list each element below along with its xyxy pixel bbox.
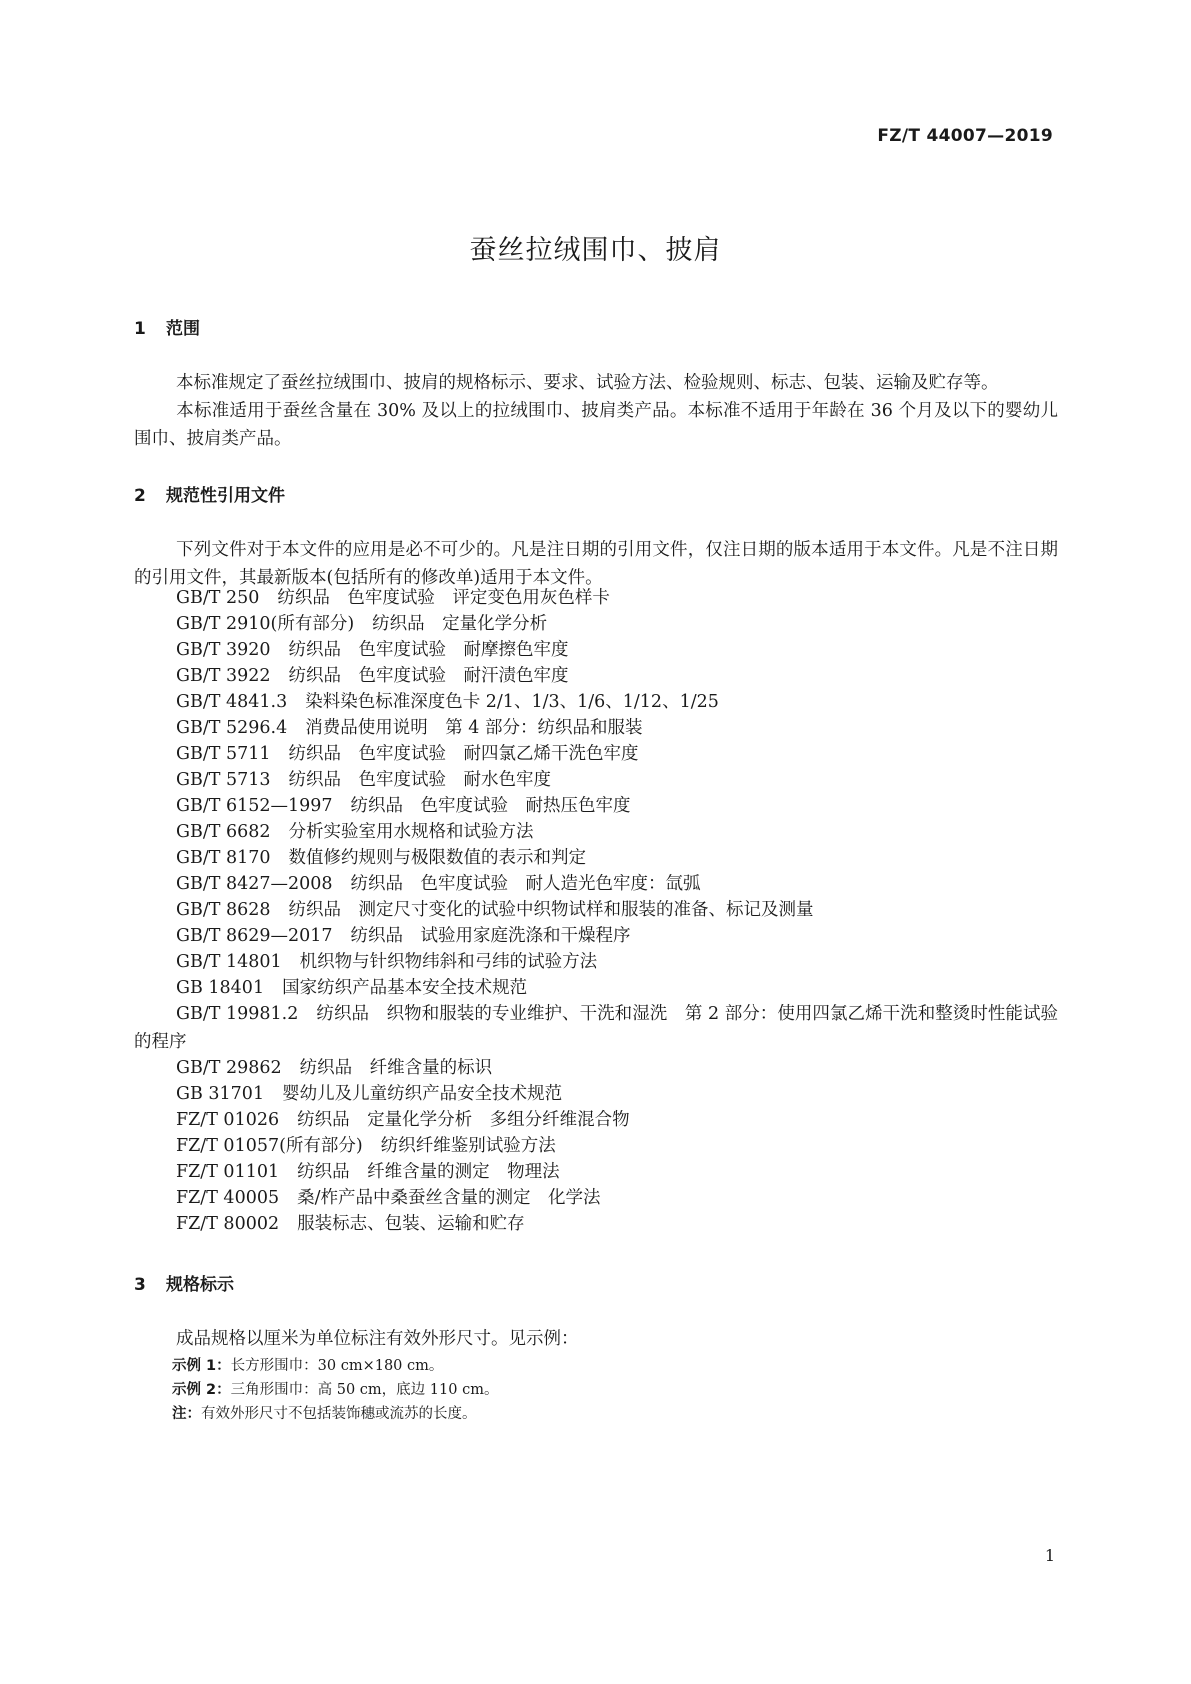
reference-item [176,870,701,898]
reference-title: 纺织品 色牢度试验 耐摩擦色牢度 [288,640,569,660]
reference-title: 纺织品 定量化学分析 多组分纤维混合物 [297,1110,630,1130]
section-3-title: 规格标示 [166,1275,234,1295]
reference-item [176,766,551,794]
reference-title: 纺织品 试验用家庭洗涤和干燥程序 [350,926,631,946]
section-3-heading [134,1270,234,1295]
section-1-number: 1 [134,319,146,339]
reference-item [176,818,534,846]
reference-code: FZ/T 40005 [176,1188,280,1208]
note-label: 注： [172,1406,201,1422]
note [172,1402,477,1426]
reference-title: 纺织品 色牢度试验 耐汗渍色牢度 [288,666,569,686]
reference-code: GB/T 5296.4 [176,718,288,738]
reference-code: FZ/T 01101 [176,1162,280,1182]
reference-title: 纺织品 定量化学分析 [372,614,548,634]
section-1-title: 范围 [166,319,200,339]
reference-title: 服装标志、包装、运输和贮存 [297,1214,525,1234]
reference-code: GB/T 19981.2 [176,1004,299,1024]
reference-title: 纺织品 测定尺寸变化的试验中织物试样和服装的准备、标记及测量 [288,900,814,920]
section-3-number: 3 [134,1275,146,1295]
reference-title: 消费品使用说明 第 4 部分：纺织品和服装 [305,718,643,738]
note-text: 有效外形尺寸不包括装饰穗或流苏的长度。 [201,1406,477,1422]
reference-item [176,948,597,976]
reference-code: GB/T 14801 [176,952,282,972]
section-1-paragraph-1-text: 本标准规定了蚕丝拉绒围巾、披肩的规格标示、要求、试验方法、检验规则、标志、包装、运输及贮存等。 [176,373,999,393]
reference-code: GB/T 8170 [176,848,271,868]
section-1-paragraph-2-text: 本标准适用于蚕丝含量在 30% 及以上的拉绒围巾、披肩类产品。本标准不适用于年龄在 36 个月及以下的婴幼儿围巾、披肩类产品。 [134,401,1058,449]
reference-title: 纺织品 色牢度试验 评定变色用灰色样卡 [277,588,610,608]
example-2 [172,1378,498,1402]
reference-item [176,896,814,924]
reference-item [176,740,639,768]
section-3-paragraph-1 [134,1325,1058,1353]
example-label: 示例 2： [172,1382,231,1398]
reference-code: FZ/T 80002 [176,1214,280,1234]
reference-code: FZ/T 01026 [176,1110,280,1130]
reference-item [176,610,547,638]
section-2-title: 规范性引用文件 [166,486,285,506]
reference-code: GB/T 3920 [176,640,271,660]
reference-title: 纺织品 纤维含量的测定 物理法 [297,1162,560,1182]
reference-title: 数值修约规则与极限数值的表示和判定 [288,848,587,868]
reference-title: 纺织品 纤维含量的标识 [299,1058,493,1078]
section-1-paragraph-2 [134,397,1058,453]
reference-code: GB 18401 [176,978,265,998]
reference-title: 纺织品 色牢度试验 耐水色牢度 [288,770,552,790]
reference-code: GB/T 6682 [176,822,271,842]
section-2-heading [134,481,285,506]
reference-item [176,636,569,664]
reference-code: GB/T 5711 [176,744,271,764]
reference-item [176,584,610,612]
reference-title: 纺织品 织物和服装的专业维护、干洗和湿洗 第 2 部分：使用四氯乙烯干洗和整烫时性能试验的程序 [134,1004,1058,1052]
reference-title: 婴幼儿及儿童纺织产品安全技术规范 [282,1084,563,1104]
reference-item [176,1132,556,1160]
reference-item [176,1158,560,1186]
reference-item [176,1080,562,1108]
reference-title: 纺织品 色牢度试验 耐热压色牢度 [350,796,631,816]
section-2-number: 2 [134,486,146,506]
reference-item [176,714,642,742]
example-text: 三角形围巾：高 50 cm，底边 110 cm。 [230,1382,499,1398]
document-title: 蚕丝拉绒围巾、披肩 [469,235,722,266]
reference-code: GB/T 5713 [176,770,271,790]
section-1-paragraph-1 [134,369,1058,397]
reference-item [176,662,569,690]
reference-title: 纺织品 色牢度试验 耐四氯乙烯干洗色牢度 [288,744,639,764]
reference-item [176,974,527,1002]
reference-code: GB 31701 [176,1084,265,1104]
reference-title: 桑/柞产品中桑蚕丝含量的测定 化学法 [297,1188,601,1208]
section-2-intro-text: 下列文件对于本文件的应用是必不可少的。凡是注日期的引用文件，仅注日期的版本适用于本文件。凡是不注日期的引用文件，其最新版本(包括所有的修改单)适用于本文件。 [134,540,1058,588]
reference-title: 机织物与针织物纬斜和弓纬的试验方法 [299,952,598,972]
reference-code: GB/T 8628 [176,900,271,920]
reference-code: FZ/T 01057(所有部分) [176,1136,363,1156]
reference-item [176,844,586,872]
reference-title: 分析实验室用水规格和试验方法 [288,822,534,842]
reference-item [176,1184,601,1212]
reference-code: GB/T 8427—2008 [176,874,333,894]
reference-code: GB/T 6152—1997 [176,796,333,816]
standard-code: FZ/T 44007—2019 [877,126,1053,146]
reference-item [176,688,719,716]
reference-code: GB/T 29862 [176,1058,282,1078]
reference-item [176,1106,630,1134]
reference-item [134,1000,1058,1056]
reference-title: 纺织纤维鉴别试验方法 [380,1136,556,1156]
reference-item [176,1054,492,1082]
reference-code: GB/T 3922 [176,666,271,686]
page-number: 1 [1044,1546,1055,1565]
section-3-paragraph-1-text: 成品规格以厘米为单位标注有效外形尺寸。见示例： [176,1329,579,1349]
example-text: 长方形围巾：30 cm×180 cm。 [230,1358,444,1374]
reference-title: 国家纺织产品基本安全技术规范 [282,978,528,998]
reference-item [176,922,631,950]
reference-item [176,1210,525,1238]
reference-code: GB/T 4841.3 [176,692,288,712]
reference-title: 染料染色标准深度色卡 2/1、1/3、1/6、1/12、1/25 [305,692,719,712]
reference-title: 纺织品 色牢度试验 耐人造光色牢度：氙弧 [350,874,701,894]
example-1 [172,1354,443,1378]
reference-code: GB/T 2910(所有部分) [176,614,355,634]
reference-code: GB/T 250 [176,588,260,608]
reference-item [176,792,631,820]
section-1-heading [134,314,200,339]
example-label: 示例 1： [172,1358,231,1374]
reference-code: GB/T 8629—2017 [176,926,333,946]
